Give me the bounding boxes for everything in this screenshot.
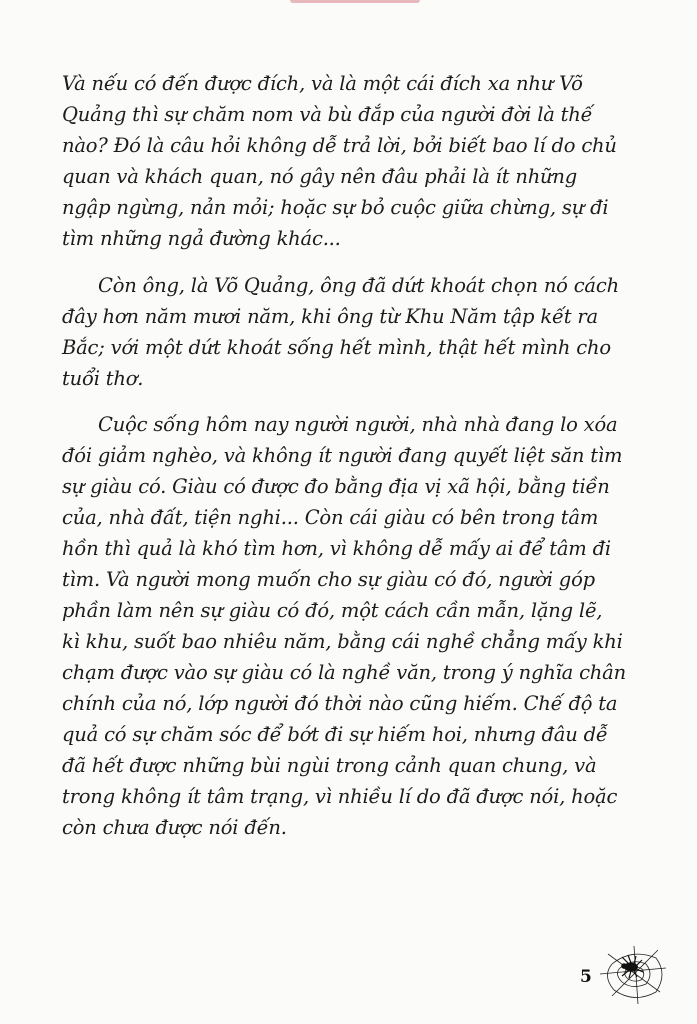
text-line: chạm được vào sự giàu có là nghề văn, trong ý nghĩa chân [62,661,626,684]
text-line: tìm. Và người mong muốn cho sự giàu có đó, người góp [62,568,595,591]
text-line: đói giảm nghèo, và không ít người đang quyết liệt săn tìm [62,444,623,467]
text-line: tìm những ngả đường khác... [62,227,341,250]
spider-web-icon [598,944,668,1011]
text-line: còn chưa được nói đến. [62,816,287,839]
text-line: nào? Đó là câu hỏi không dễ trả lời, bởi biết bao lí do chủ [62,134,617,157]
body-text [62,68,626,859]
text-line: quan và khách quan, nó gây nên đâu phải là ít những [62,165,578,188]
text-line: đây hơn năm mươi năm, khi ông từ Khu Năm tập kết ra [62,304,598,328]
page-number: 5 [580,967,592,987]
text-line: sự giàu có. Giàu có được đo bằng địa vị xã hội, bằng tiền [62,475,610,498]
text-line: của, nhà đất, tiện nghi... Còn cái giàu có bên trong tâm [62,506,599,529]
text-line: Còn ông, là Võ Quảng, ông đã dứt khoát chọn nó cách [98,273,619,297]
text-line: ngập ngừng, nản mỏi; hoặc sự bỏ cuộc giữa chừng, sự đi [62,196,609,219]
text-line: quả có sự chăm sóc để bớt đi sự hiếm hoi, nhưng đâu dễ [62,723,608,746]
text-line: phần làm nên sự giàu có đó, một cách cần mẫn, lặng lẽ, [62,599,603,622]
top-edge-mark [290,0,420,3]
text-line: kì khu, suốt bao nhiêu năm, bằng cái nghề chẳng mấy khi [62,630,623,653]
paragraph-2 [62,270,622,394]
paragraph-1 [62,68,622,254]
paragraph-3 [62,409,626,843]
text-line: hồn thì quả là khó tìm hơn, vì không dễ mấy ai để tâm đi [62,537,611,560]
text-line: trong không ít tâm trạng, vì nhiều lí do đã được nói, hoặc [62,785,618,808]
text-line: chính của nó, lớp người đó thời nào cũng hiếm. Chế độ ta [62,692,618,715]
text-line: Cuộc sống hôm nay người người, nhà nhà đang lo xóa [98,413,618,436]
text-line: Và nếu có đến được đích, và là một cái đích xa như Võ [62,72,583,95]
text-line: Quảng thì sự chăm nom và bù đắp của người đời là thế [62,103,593,126]
text-line: đã hết được những bùi ngùi trong cảnh quan chung, và [62,754,597,777]
text-line: Bắc; với một dứt khoát sống hết mình, thật hết mình cho [62,335,611,359]
text-line: tuổi thơ. [62,366,144,390]
